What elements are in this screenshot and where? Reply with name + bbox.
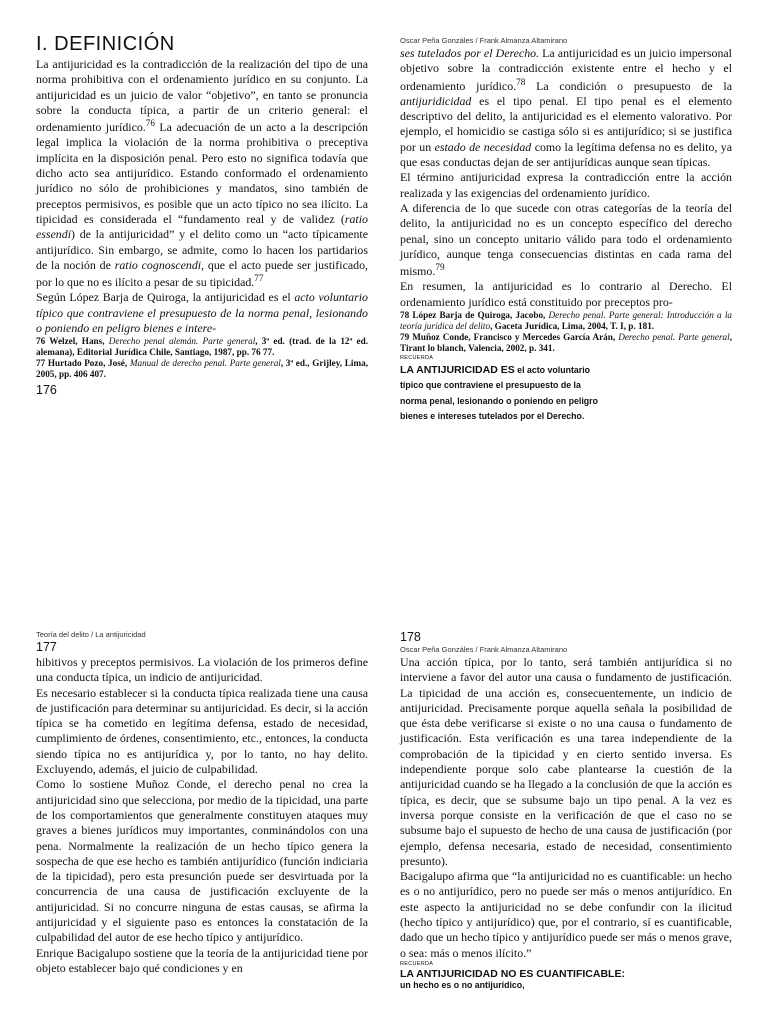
diferencia-text: A diferencia de lo que sucede con otras categorías de la teoría del delito, la antijuricidad no es un concepto específico del derecho penal, sino un concepto unitario válido para todo el ordenamiento jurídico, aunque tenga consecuencias distintas en cada rama del mismo. <box>400 200 732 279</box>
ratio-cognoscendi-term: ratio cognoscendi <box>114 257 202 272</box>
resumen-paragraph: En resumen, la antijuricidad es lo contrario al Derecho. El ordenamiento jurídico está constituido por preceptos pro- <box>400 279 732 309</box>
footnote-79 <box>400 332 732 354</box>
footnote-77-title: Manual de derecho penal. Parte general <box>129 358 281 369</box>
diferencia-paragraph <box>400 201 732 279</box>
footnote-77-rest: , 3ª ed., Grijley, Lima, 2005, pp. 406 407. <box>36 358 368 380</box>
lopez-barja-paragraph <box>36 290 368 336</box>
recuerda-box-heading: LA ANTIJURICIDAD ES <box>400 363 515 376</box>
causa-justificacion-paragraph: Es necesario establecer si la conducta típica realizada tiene una causa de justificación para determinar su antijuricidad. Es decir, si la acción típica se ha cometido en legítima defensa, estado de necesidad, cumplimiento de órdenes, consentimiento, etc., entonces, la conducta siendo típica no es antijurídica y, por lo tanto, no hay delito. Excluyendo, además, el juicio de culpabilidad. <box>36 685 368 777</box>
munoz-conde-paragraph: Como lo sostiene Muñoz Conde, el derecho penal no crea la antijuricidad sino que selecciona, por medio de la tipicidad, una parte de los comportamientos que generalmente constituyen ataques muy graves a bienes jurídicos muy importantes, conminándolos con una pena. Normalmente la realización de un hecho típico genera la sospecha de que ese hecho es también antijurídico (función indiciaria de la tipicidad), pero esta presunción puede ser desvirtuada por la concurrencia de una causa de justificación excluyente de la antijuricidad. Si no concurre ninguna de estas causas, se afirma la antijuricidad y el siguiente paso es entonces la constatación de la culpabilidad del autor de ese hecho típico y antijurídico. <box>36 777 368 945</box>
recuerda-box-heading: LA ANTIJURICIDAD NO ES CUANTIFICABLE: <box>400 967 625 980</box>
footnote-78 <box>400 310 732 332</box>
footnote-76-author: 76 Welzel, Hans, <box>36 336 109 347</box>
hibitivos-paragraph: hibitivos y preceptos permisivos. La violación de los primeros define una conducta típica, un indicio de antijuricidad. <box>36 655 368 685</box>
running-header: Teoría del delito / La antijuricidad <box>36 630 146 639</box>
bacigalupo-quote-paragraph: Bacigalupo afirma que “la antijuricidad no es cuantificable: un hecho es o no antijurídico, pero no puede ser más o menos antijurídico. En este aspecto la antijuricidad no se debe confundir con la ilicitud (hecho típico y antijurídico) que, por el contrario, sí es cuantificable, dado que un hecho típico y antijurídico puede ser más o menos grave, o sea: más o menos ilícito.” <box>400 869 732 960</box>
footnote-76-rest: , 3ª ed. (trad. de la 12ª ed. alemana), Editorial Jurídica Chile, Santiago, 1987, pp. 76 77. <box>36 336 368 358</box>
recuerda-label: RECUERDA <box>400 354 434 361</box>
termino-paragraph: El término antijuricidad expresa la contradicción entre la acción realizada y las exigencias del ordenamiento jurídico. <box>400 170 732 200</box>
continuation-text-d: como la legítima defensa no es delito, ya que esas conductas dejan de ser antijurídicas aunque sean típicas. <box>400 139 733 170</box>
continuation-italic: ses tutelados por el Derecho. <box>400 46 540 60</box>
recuerda-box <box>400 362 600 423</box>
continuation-paragraph <box>400 46 732 170</box>
footnote-76-title: Derecho penal alemán. Parte general <box>108 336 256 347</box>
recuerda-box-text: un hecho es o no antijurídico, <box>400 979 525 990</box>
bacigalupo-intro-paragraph: Enrique Bacigalupo sostiene que la teoría de la antijuricidad tiene por objeto establecer bajo qué condiciones y en <box>36 945 368 975</box>
footnote-77-author: 77 Hurtado Pozo, José, <box>36 358 130 369</box>
footnote-79-author: 79 Muñoz Conde, Francisco y Mercedes García Arán, <box>400 331 619 342</box>
running-header: Oscar Peña Gonzáles / Frank Almanza Altamirano <box>400 36 568 45</box>
footnote-76 <box>36 336 368 358</box>
page-177-column <box>36 630 368 976</box>
footnote-78-title: Derecho penal. Parte general: Introducción a la teoría jurídica del delito <box>400 309 732 331</box>
page-number: 178 <box>400 630 421 644</box>
ratio-essendi-term: ratio essendi <box>36 211 368 242</box>
footnote-78-author: 78 López Barja de Quiroga, Jacobo, <box>400 309 549 320</box>
continuation-text-c: es el tipo penal. El tipo penal es el elemento descriptivo del delito, la antijuricidad es el elemento valorativo. Por ejemplo, el homicidio se castiga sólo si es antijurídico; si se justifica por un <box>400 93 732 154</box>
antijuridicidad-term: antijuridicidad <box>400 93 472 108</box>
recuerda-label: RECUERDA <box>400 960 434 967</box>
footnote-ref-77[interactable]: 77 <box>254 273 264 284</box>
lopez-barja-text: Según López Barja de Quiroga, la antijuricidad es el <box>36 290 295 305</box>
footnote-77 <box>36 358 368 380</box>
page-number: 177 <box>36 640 57 654</box>
page-177-continuation-column <box>400 36 732 423</box>
page-number: 176 <box>36 383 57 398</box>
continuation-text-a: La antijuricidad es un juicio impersonal objetivo sobre la contradicción existente entre el hecho y el ordenamiento jurídico. <box>400 46 732 93</box>
lopez-barja-quote: acto voluntario típico que contraviene el presupuesto de la norma penal, lesionando o poniendo en peligro bienes e intere- <box>36 290 368 335</box>
definition-text-d: , que el acto puede ser justificado, por lo que no es ilícito a pesar de su tipicidad. <box>36 257 368 290</box>
recuerda-box-text: el acto voluntario típico que contraviene el presupuesto de la norma penal, lesionando o poniendo en peligro bienes e intereses tutelados por el Derecho. <box>400 364 598 421</box>
page-178-column <box>400 630 732 990</box>
running-header: Oscar Peña Gonzáles / Frank Almanza Altamirano <box>400 645 568 654</box>
definition-text-c: ) de la antijuricidad” y el delito como un “acto típicamente antijurídico. Sin embargo, se admite, como lo hacen los partidarios de la noción de <box>36 227 368 272</box>
footnote-78-rest: , Gaceta Jurídica, Lima, 2004, T. I, p. 181. <box>490 320 655 331</box>
footnote-ref-78[interactable]: 78 <box>516 76 526 87</box>
definition-text-a: La antijuricidad es la contradicción de la realización del tipo de una norma prohibitiva con el ordenamiento jurídico en su conjunto. La antijuricidad es un juicio de valor “objetivo”, en tanto se pronuncia sobre la conducta típica, a partir de un criterio general: el ordenamiento jurídico. <box>36 57 368 135</box>
footnote-ref-79[interactable]: 79 <box>435 262 445 273</box>
accion-tipica-paragraph: Una acción típica, por lo tanto, será también antijurídica si no interviene a favor del autor una causa o fundamento de justificación. La tipicidad de una acción es, consecuentemente, un indicio de antijuricidad. Precisamente porque aquella señala la posibilidad de que ésta debe verificarse si existe o no una causa o fundamento de justificación. Esta verificación es una tarea independiente de la comprobación de la tipicidad y en cierto sentido inversa. Es independiente porque solo cabe plantearse la cuestión de la antijuricidad cuando se ha llegado a la conclusión de que la acción es típica, es decir, que se subsume bajo un tipo penal. A la vez es inversa porque consiste en la verificación de que el caso no se subsume bajo el supuesto de hecho de una causa de justificación (por ejemplo, defensa necesaria, estado de necesidad, consentimiento presunto). <box>400 655 732 868</box>
page-176-column <box>36 32 368 398</box>
footnote-79-title: Derecho penal. Parte general <box>618 331 730 342</box>
footnote-79-rest: , Tirant lo blanch, Valencia, 2002, p. 341. <box>400 331 732 353</box>
definition-text-b: La adecuación de un acto a la descripción legal implica la violación de la norma prohibitiva o preceptiva implícita en la disposición penal. Pero esto no significa todavía que dicho acto sea antijurídico. Estando conformado el ordenamiento jurídico no sólo de prohibiciones y mandatos, sino también de preceptos permisivos, es posible que un acto típico no sea ilícito. La tipicidad es considerada el “fundamento real y de validez ( <box>36 120 368 226</box>
footnote-ref-76[interactable]: 76 <box>145 118 155 129</box>
estado-necesidad-term: estado de necesidad <box>434 139 532 154</box>
continuation-text-b: La condición o presupuesto de la <box>525 78 732 93</box>
definition-paragraph <box>36 57 368 290</box>
section-heading: I. DEFINICIÓN <box>36 33 175 55</box>
